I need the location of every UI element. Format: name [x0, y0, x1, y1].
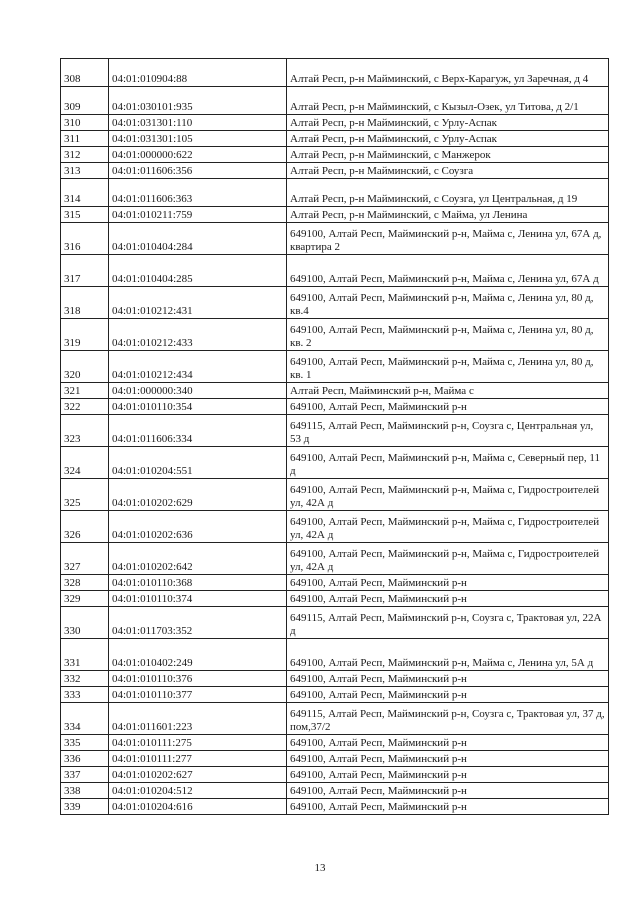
address-cell: 649115, Алтай Респ, Майминский р-н, Соузга с, Трактовая ул, 37 д, пом,37/2 [287, 703, 609, 735]
address-cell: 649115, Алтай Респ, Майминский р-н, Соузга с, Трактовая ул, 22А д [287, 607, 609, 639]
cadastral-number-cell: 04:01:010211:759 [109, 207, 287, 223]
row-number-cell: 316 [61, 223, 109, 255]
address-cell: 649100, Алтай Респ, Майминский р-н, Майма с, Гидростроителей ул, 42А д [287, 543, 609, 575]
cadastral-number-cell: 04:01:010404:284 [109, 223, 287, 255]
address-cell: 649100, Алтай Респ, Майминский р-н, Майма с, Гидростроителей ул, 42А д [287, 479, 609, 511]
table-row [61, 207, 609, 223]
cadastral-number-cell: 04:01:010204:551 [109, 447, 287, 479]
cadastral-number-cell: 04:01:000000:340 [109, 383, 287, 399]
address-cell: Алтай Респ, р-н Майминский, с Кызыл-Озек, ул Титова, д 2/1 [287, 87, 609, 115]
row-number-cell: 321 [61, 383, 109, 399]
cadastral-number-cell: 04:01:031301:110 [109, 115, 287, 131]
row-number-cell: 324 [61, 447, 109, 479]
row-number-cell: 337 [61, 767, 109, 783]
cadastral-number-cell: 04:01:011703:352 [109, 607, 287, 639]
address-cell: 649100, Алтай Респ, Майминский р-н, Майма с, Ленина ул, 67А д [287, 255, 609, 287]
table-row [61, 767, 609, 783]
table-row [61, 147, 609, 163]
address-cell: 649100, Алтай Респ, Майминский р-н, Майма с, Ленина ул, 80 д, кв. 2 [287, 319, 609, 351]
cadastral-number-cell: 04:01:010904:88 [109, 59, 287, 87]
cadastral-number-cell: 04:01:010110:354 [109, 399, 287, 415]
cadastral-number-cell: 04:01:011606:356 [109, 163, 287, 179]
cadastral-number-cell: 04:01:010212:434 [109, 351, 287, 383]
address-cell: 649100, Алтай Респ, Майминский р-н [287, 591, 609, 607]
row-number-cell: 310 [61, 115, 109, 131]
row-number-cell: 319 [61, 319, 109, 351]
cadastral-number-cell: 04:01:010202:627 [109, 767, 287, 783]
table-row [61, 59, 609, 87]
row-number-cell: 331 [61, 639, 109, 671]
address-cell: Алтай Респ, р-н Майминский, с Соузга [287, 163, 609, 179]
row-number-cell: 311 [61, 131, 109, 147]
address-cell: 649100, Алтай Респ, Майминский р-н [287, 575, 609, 591]
table-row [61, 179, 609, 207]
property-registry-table [60, 58, 609, 815]
table-row [61, 351, 609, 383]
cadastral-number-cell: 04:01:000000:622 [109, 147, 287, 163]
row-number-cell: 334 [61, 703, 109, 735]
address-cell: 649100, Алтай Респ, Майминский р-н, Майма с, Ленина ул, 80 д, кв.4 [287, 287, 609, 319]
row-number-cell: 325 [61, 479, 109, 511]
table-row [61, 751, 609, 767]
address-cell: 649100, Алтай Респ, Майминский р-н, Майма с, Северный пер, 11 д [287, 447, 609, 479]
table-row [61, 671, 609, 687]
address-cell: 649100, Алтай Респ, Майминский р-н [287, 799, 609, 815]
table-row [61, 703, 609, 735]
cadastral-number-cell: 04:01:010111:275 [109, 735, 287, 751]
cadastral-number-cell: 04:01:031301:105 [109, 131, 287, 147]
table-row [61, 543, 609, 575]
row-number-cell: 308 [61, 59, 109, 87]
address-cell: 649100, Алтай Респ, Майминский р-н [287, 399, 609, 415]
table-row [61, 131, 609, 147]
row-number-cell: 312 [61, 147, 109, 163]
row-number-cell: 326 [61, 511, 109, 543]
row-number-cell: 327 [61, 543, 109, 575]
table-row [61, 447, 609, 479]
table-row [61, 511, 609, 543]
cadastral-number-cell: 04:01:010202:642 [109, 543, 287, 575]
row-number-cell: 335 [61, 735, 109, 751]
address-cell: 649115, Алтай Респ, Майминский р-н, Соузга с, Центральная ул, 53 д [287, 415, 609, 447]
table-row [61, 783, 609, 799]
row-number-cell: 333 [61, 687, 109, 703]
cadastral-number-cell: 04:01:010404:285 [109, 255, 287, 287]
table-row [61, 575, 609, 591]
registry-table-body [61, 59, 609, 815]
address-cell: Алтай Респ, р-н Майминский, с Майма, ул Ленина [287, 207, 609, 223]
row-number-cell: 328 [61, 575, 109, 591]
table-row [61, 383, 609, 399]
table-row [61, 687, 609, 703]
address-cell: 649100, Алтай Респ, Майминский р-н [287, 751, 609, 767]
address-cell: Алтай Респ, р-н Майминский, с Манжерок [287, 147, 609, 163]
table-row [61, 87, 609, 115]
row-number-cell: 313 [61, 163, 109, 179]
cadastral-number-cell: 04:01:010110:377 [109, 687, 287, 703]
cadastral-number-cell: 04:01:011606:334 [109, 415, 287, 447]
row-number-cell: 318 [61, 287, 109, 319]
address-cell: 649100, Алтай Респ, Майминский р-н, Майма с, Гидростроителей ул, 42А д [287, 511, 609, 543]
table-row [61, 287, 609, 319]
cadastral-number-cell: 04:01:010110:368 [109, 575, 287, 591]
row-number-cell: 330 [61, 607, 109, 639]
cadastral-number-cell: 04:01:010204:616 [109, 799, 287, 815]
row-number-cell: 329 [61, 591, 109, 607]
address-cell: Алтай Респ, р-н Майминский, с Урлу-Аспак [287, 115, 609, 131]
address-cell: 649100, Алтай Респ, Майминский р-н [287, 783, 609, 799]
address-cell: Алтай Респ, р-н Майминский, с Урлу-Аспак [287, 131, 609, 147]
cadastral-number-cell: 04:01:010212:431 [109, 287, 287, 319]
address-cell: 649100, Алтай Респ, Майминский р-н [287, 671, 609, 687]
row-number-cell: 339 [61, 799, 109, 815]
address-cell: 649100, Алтай Респ, Майминский р-н, Майма с, Ленина ул, 5А д [287, 639, 609, 671]
table-row [61, 399, 609, 415]
table-row [61, 163, 609, 179]
table-row [61, 415, 609, 447]
cadastral-number-cell: 04:01:030101:935 [109, 87, 287, 115]
address-cell: 649100, Алтай Респ, Майминский р-н, Майма с, Ленина ул, 80 д, кв. 1 [287, 351, 609, 383]
table-row [61, 115, 609, 131]
address-cell: 649100, Алтай Респ, Майминский р-н [287, 767, 609, 783]
cadastral-number-cell: 04:01:011606:363 [109, 179, 287, 207]
cadastral-number-cell: 04:01:010110:376 [109, 671, 287, 687]
cadastral-number-cell: 04:01:010212:433 [109, 319, 287, 351]
table-row [61, 639, 609, 671]
table-row [61, 479, 609, 511]
table-row [61, 799, 609, 815]
row-number-cell: 320 [61, 351, 109, 383]
address-cell: Алтай Респ, р-н Майминский, с Соузга, ул Центральная, д 19 [287, 179, 609, 207]
cadastral-number-cell: 04:01:010204:512 [109, 783, 287, 799]
address-cell: 649100, Алтай Респ, Майминский р-н [287, 735, 609, 751]
row-number-cell: 338 [61, 783, 109, 799]
row-number-cell: 332 [61, 671, 109, 687]
row-number-cell: 322 [61, 399, 109, 415]
table-row [61, 255, 609, 287]
row-number-cell: 309 [61, 87, 109, 115]
address-cell: 649100, Алтай Респ, Майминский р-н, Майма с, Ленина ул, 67А д, квартира 2 [287, 223, 609, 255]
document-page [60, 58, 608, 815]
page-number: 13 [314, 862, 326, 874]
cadastral-number-cell: 04:01:011601:223 [109, 703, 287, 735]
table-row [61, 607, 609, 639]
row-number-cell: 315 [61, 207, 109, 223]
row-number-cell: 336 [61, 751, 109, 767]
cadastral-number-cell: 04:01:010402:249 [109, 639, 287, 671]
cadastral-number-cell: 04:01:010111:277 [109, 751, 287, 767]
address-cell: 649100, Алтай Респ, Майминский р-н [287, 687, 609, 703]
address-cell: Алтай Респ, Майминский р-н, Майма с [287, 383, 609, 399]
row-number-cell: 314 [61, 179, 109, 207]
address-cell: Алтай Респ, р-н Майминский, с Верх-Карагуж, ул Заречная, д 4 [287, 59, 609, 87]
table-row [61, 319, 609, 351]
table-row [61, 735, 609, 751]
table-row [61, 591, 609, 607]
table-row [61, 223, 609, 255]
row-number-cell: 323 [61, 415, 109, 447]
row-number-cell: 317 [61, 255, 109, 287]
cadastral-number-cell: 04:01:010110:374 [109, 591, 287, 607]
cadastral-number-cell: 04:01:010202:629 [109, 479, 287, 511]
cadastral-number-cell: 04:01:010202:636 [109, 511, 287, 543]
